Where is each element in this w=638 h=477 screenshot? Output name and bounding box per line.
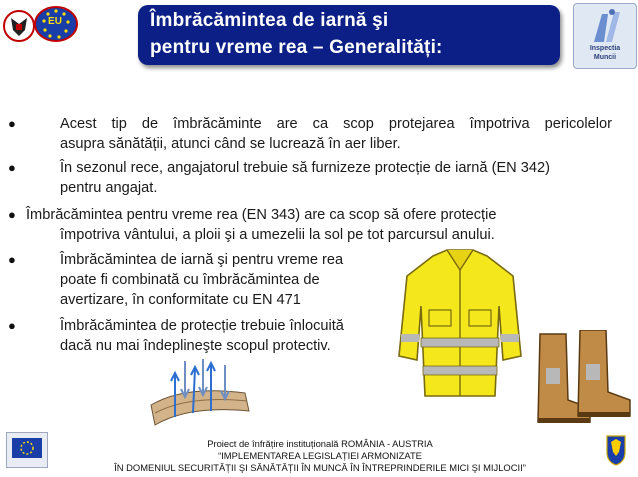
bullet-5-line2: dacă nu mai îndeplineşte scopul protectiv. xyxy=(60,338,331,354)
bullet-2-line1: În sezonul rece, angajatorul trebuie să furnizeze protecție de iarnă (EN 342) xyxy=(60,160,550,176)
logo-text-1: Inspectia xyxy=(589,45,621,52)
bullet-dot: ● xyxy=(8,207,16,222)
bullet-2-line2: pentru angajat. xyxy=(60,180,158,196)
footer-line1: Proiect de înfrățire instituțională ROMÂNIA - AUSTRIA xyxy=(207,438,433,449)
phare-logo xyxy=(6,432,48,468)
membrane-fabric-diagram xyxy=(145,355,255,435)
worker-figure-icon xyxy=(574,6,636,46)
bullet-3-line2: împotriva vântului, a ploii şi a umezelii la sol pe tot parcursul anului. xyxy=(60,227,495,243)
slide-title-line1: Îmbrăcămintea de iarnă şi xyxy=(150,10,389,31)
slide-title-line2: pentru vreme rea – Generalități: xyxy=(150,37,443,58)
winter-jacket-illustration xyxy=(395,246,525,406)
eu-stars-icon xyxy=(7,433,47,467)
partner-logos xyxy=(2,4,80,50)
romania-coat-of-arms-icon xyxy=(604,434,628,466)
work-boots-illustration xyxy=(524,330,634,426)
footer-line3: ÎN DOMENIUL SECURITĂȚII ŞI SĂNĂTĂȚII ÎN MUNCĂ ÎN ÎNTREPRINDERILE MICI ŞI MIJLOCII” xyxy=(114,462,526,473)
eu-logo-text: EU xyxy=(48,16,62,27)
bullet-4-line1: Îmbrăcămintea de iarnă şi pentru vreme rea xyxy=(60,252,344,268)
footer-line2: “IMPLEMENTAREA LEGISLAȚIEI ARMONIZATE xyxy=(218,450,422,461)
bullet-1-line1: Acest tip de îmbrăcăminte are ca scop protejarea împotriva pericolelor xyxy=(60,116,612,132)
bullet-3-line1: Îmbrăcămintea pentru vreme rea (EN 343) are ca scop să ofere protecție xyxy=(26,207,497,223)
bullet-dot: ● xyxy=(8,318,16,333)
eagle-crest-icon xyxy=(4,11,34,41)
bullet-5-line1: Îmbrăcămintea de protecție trebuie înlocuită xyxy=(60,318,344,334)
bullet-dot: ● xyxy=(8,252,16,267)
bullet-dot: ● xyxy=(8,116,16,131)
bullet-1-line2: asupra sănătății, atunci când se lucrează în aer liber. xyxy=(60,136,401,152)
inspectia-muncii-logo xyxy=(573,3,637,69)
bullet-4-line3: avertizare, în conformitate cu EN 471 xyxy=(60,292,301,308)
logo-text-2: Muncii xyxy=(593,54,617,61)
bullet-dot: ● xyxy=(8,160,16,175)
bullet-4-line2: poate fi combinată cu îmbrăcămintea de xyxy=(60,272,320,288)
